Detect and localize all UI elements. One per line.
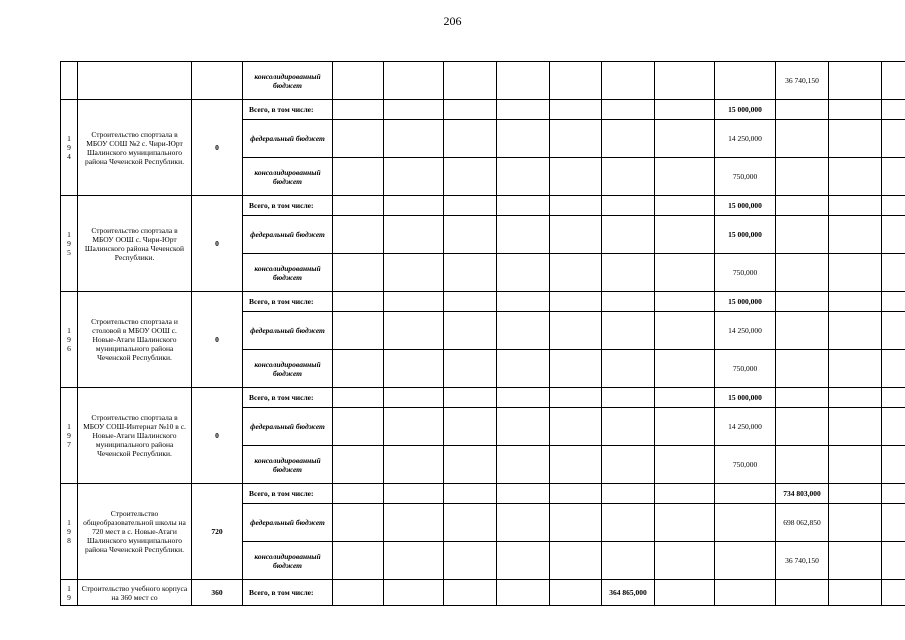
row-number-digit: 9	[67, 335, 71, 344]
amount-cell	[882, 254, 905, 292]
amount-cell	[497, 446, 550, 484]
row-number-digit: 9	[67, 431, 71, 440]
amount-cell	[882, 312, 905, 350]
amount-cell	[333, 312, 384, 350]
amount-cell	[497, 504, 550, 542]
amount-cell	[444, 446, 497, 484]
amount-cell: 364 865,000	[602, 580, 655, 606]
amount-cell	[384, 542, 444, 580]
amount-cell	[444, 350, 497, 388]
amount-cell	[333, 484, 384, 504]
budget-type-label: консолидированный бюджет	[243, 158, 333, 196]
amount-cell	[550, 542, 602, 580]
amount-cell	[602, 446, 655, 484]
amount-cell	[882, 120, 905, 158]
row-number-digit: 9	[67, 527, 71, 536]
row-number-digit: 1	[67, 518, 71, 527]
amount-cell: 15 000,000	[715, 100, 776, 120]
amount-cell	[333, 446, 384, 484]
amount-cell	[497, 196, 550, 216]
row-number-digit: 1	[67, 583, 71, 593]
amount-cell	[776, 196, 829, 216]
amount-cell	[333, 120, 384, 158]
amount-cell	[829, 216, 882, 254]
amount-cell: 750,000	[715, 158, 776, 196]
row-number	[61, 484, 78, 580]
amount-cell	[829, 100, 882, 120]
budget-type-label: Всего, в том числе:	[243, 292, 333, 312]
amount-cell	[776, 120, 829, 158]
amount-cell	[333, 196, 384, 216]
amount-cell: 15 000,000	[715, 196, 776, 216]
amount-cell	[882, 504, 905, 542]
amount-cell	[882, 350, 905, 388]
amount-cell	[829, 388, 882, 408]
amount-cell: 750,000	[715, 350, 776, 388]
amount-cell	[497, 100, 550, 120]
table-row	[61, 292, 905, 312]
row-number-digit: 5	[67, 248, 71, 257]
amount-cell	[829, 196, 882, 216]
amount-cell	[497, 580, 550, 606]
row-number-digit: 8	[67, 536, 71, 545]
budget-type-label: федеральный бюджет	[243, 408, 333, 446]
amount-cell	[497, 254, 550, 292]
project-name: Строительство спортзала в МБОУ СОШ-Интернат №10 в с. Новые-Атаги Шалинского муниципального района Чеченской Республики.	[78, 388, 192, 484]
row-number-digit: 7	[67, 440, 71, 449]
amount-cell	[655, 350, 715, 388]
table-row	[61, 196, 905, 216]
amount-cell	[384, 216, 444, 254]
budget-type-label: консолидированный бюджет	[243, 446, 333, 484]
amount-cell	[384, 196, 444, 216]
budget-type-label: Всего, в том числе:	[243, 388, 333, 408]
amount-cell	[829, 504, 882, 542]
table-row	[61, 580, 905, 606]
table-row	[61, 100, 905, 120]
amount-cell	[655, 312, 715, 350]
amount-cell	[655, 120, 715, 158]
amount-cell	[497, 484, 550, 504]
row-number-digit: 4	[67, 152, 71, 161]
amount-cell	[602, 100, 655, 120]
amount-cell: 14 250,000	[715, 312, 776, 350]
amount-cell	[776, 446, 829, 484]
amount-cell	[882, 100, 905, 120]
project-name: Строительство учебного корпуса на 360 мест со	[78, 580, 192, 606]
amount-cell	[602, 542, 655, 580]
amount-cell	[715, 542, 776, 580]
amount-cell	[497, 292, 550, 312]
amount-cell	[776, 388, 829, 408]
project-name: Строительство спортзала в МБОУ СОШ №2 с. Чири-Юрт Шалинского муниципального района Чеченской Республики.	[78, 100, 192, 196]
amount-cell	[776, 408, 829, 446]
budget-type-label: Всего, в том числе:	[243, 484, 333, 504]
amount-cell	[444, 580, 497, 606]
amount-cell	[882, 542, 905, 580]
amount-cell	[829, 120, 882, 158]
amount-cell	[384, 388, 444, 408]
amount-cell	[655, 408, 715, 446]
amount-cell: 698 062,850	[776, 504, 829, 542]
capacity-cell: 0	[192, 292, 243, 388]
amount-cell	[384, 312, 444, 350]
amount-cell	[333, 254, 384, 292]
amount-cell: 15 000,000	[715, 388, 776, 408]
amount-cell	[384, 446, 444, 484]
amount-cell	[550, 254, 602, 292]
budget-type-label: федеральный бюджет	[243, 312, 333, 350]
amount-cell	[829, 484, 882, 504]
amount-cell	[829, 350, 882, 388]
amount-cell	[333, 504, 384, 542]
amount-cell	[776, 580, 829, 606]
amount-cell	[333, 408, 384, 446]
amount-cell	[715, 580, 776, 606]
amount-cell	[444, 196, 497, 216]
amount-cell	[384, 484, 444, 504]
amount-cell	[776, 158, 829, 196]
amount-cell	[444, 542, 497, 580]
amount-cell	[333, 292, 384, 312]
row-number-digit: 1	[67, 230, 71, 239]
amount-cell	[655, 100, 715, 120]
project-name: Строительство общеобразовательной школы на 720 мест в с. Новые-Атаги Шалинского муниципального района Чеченской Республики.	[78, 484, 192, 580]
capacity-cell: 720	[192, 484, 243, 580]
amount-cell	[882, 580, 905, 606]
amount-cell	[444, 504, 497, 542]
row-number-digit: 9	[67, 143, 71, 152]
row-number	[61, 196, 78, 292]
amount-cell	[444, 158, 497, 196]
row-number-digit: 6	[67, 344, 71, 353]
budget-type-label: федеральный бюджет	[243, 120, 333, 158]
amount-cell	[655, 504, 715, 542]
amount-cell	[602, 292, 655, 312]
amount-cell	[550, 100, 602, 120]
amount-cell	[444, 388, 497, 408]
amount-cell	[882, 408, 905, 446]
amount-cell	[776, 100, 829, 120]
amount-cell	[384, 158, 444, 196]
amount-cell	[550, 388, 602, 408]
amount-cell	[655, 446, 715, 484]
amount-cell: 734 803,000	[776, 484, 829, 504]
amount-cell: 36 740,150	[776, 542, 829, 580]
budget-type-label: консолидированный бюджет	[243, 254, 333, 292]
amount-cell	[655, 196, 715, 216]
amount-cell	[384, 350, 444, 388]
amount-cell	[882, 484, 905, 504]
capacity-cell: 360	[192, 580, 243, 606]
amount-cell	[602, 120, 655, 158]
project-name: Строительство спортзала и столовой в МБОУ ООШ с. Новые-Атаги Шалинского муниципального района Чеченской Республики.	[78, 292, 192, 388]
amount-cell	[776, 350, 829, 388]
budget-type-label: Всего, в том числе:	[243, 580, 333, 606]
amount-cell	[655, 542, 715, 580]
amount-cell	[444, 408, 497, 446]
amount-cell	[550, 580, 602, 606]
amount-cell: 750,000	[715, 254, 776, 292]
row-number-digit: 1	[67, 422, 71, 431]
row-number-digit: 1	[67, 326, 71, 335]
amount-cell	[497, 542, 550, 580]
amount-cell	[776, 254, 829, 292]
amount-cell	[602, 388, 655, 408]
amount-cell	[776, 312, 829, 350]
amount-cell	[550, 484, 602, 504]
amount-cell	[602, 158, 655, 196]
row-number	[61, 100, 78, 196]
amount-cell	[444, 292, 497, 312]
row-number-digit: 9	[67, 592, 71, 602]
amount-cell	[602, 350, 655, 388]
amount-cell	[497, 350, 550, 388]
capacity-cell: 0	[192, 196, 243, 292]
amount-cell	[384, 504, 444, 542]
amount-cell	[602, 484, 655, 504]
amount-cell	[497, 312, 550, 350]
amount-cell	[333, 158, 384, 196]
amount-cell	[550, 120, 602, 158]
amount-cell	[829, 254, 882, 292]
amount-cell	[882, 196, 905, 216]
amount-cell	[602, 504, 655, 542]
amount-cell	[384, 120, 444, 158]
budget-type-label: федеральный бюджет	[243, 216, 333, 254]
amount-cell	[333, 350, 384, 388]
amount-cell	[829, 292, 882, 312]
amount-cell	[384, 580, 444, 606]
row-number-digit: 1	[67, 134, 71, 143]
amount-cell	[444, 216, 497, 254]
amount-cell	[602, 216, 655, 254]
amount-cell	[882, 158, 905, 196]
amount-cell	[715, 484, 776, 504]
amount-cell	[655, 158, 715, 196]
row-number-digit: 9	[67, 239, 71, 248]
amount-cell	[384, 408, 444, 446]
amount-cell	[829, 542, 882, 580]
amount-cell: 14 250,000	[715, 408, 776, 446]
amount-cell	[550, 504, 602, 542]
table-row	[61, 388, 905, 408]
amount-cell	[444, 100, 497, 120]
amount-cell	[602, 408, 655, 446]
amount-cell	[444, 120, 497, 158]
amount-cell	[715, 504, 776, 542]
table-row	[61, 62, 905, 100]
amount-cell	[497, 120, 550, 158]
amount-cell	[497, 388, 550, 408]
project-name: Строительство спортзала в МБОУ ООШ с. Чири-Юрт Шалинского района Чеченской Республики.	[78, 196, 192, 292]
amount-cell	[776, 216, 829, 254]
amount-cell	[882, 446, 905, 484]
amount-cell	[602, 196, 655, 216]
budget-type-label: федеральный бюджет	[243, 504, 333, 542]
amount-cell	[882, 216, 905, 254]
budget-type-label: консолидированный бюджет	[243, 350, 333, 388]
amount-cell	[497, 216, 550, 254]
amount-cell	[550, 446, 602, 484]
capacity-cell: 0	[192, 388, 243, 484]
amount-cell	[550, 196, 602, 216]
table-row	[61, 484, 905, 504]
amount-cell	[882, 292, 905, 312]
budget-type-label: Всего, в том числе:	[243, 196, 333, 216]
amount-cell	[602, 254, 655, 292]
amount-cell	[655, 216, 715, 254]
amount-cell	[829, 408, 882, 446]
amount-cell	[550, 408, 602, 446]
amount-cell	[333, 580, 384, 606]
amount-cell: 14 250,000	[715, 120, 776, 158]
amount-cell	[550, 292, 602, 312]
amount-cell	[655, 254, 715, 292]
amount-cell	[444, 312, 497, 350]
row-number	[61, 580, 78, 606]
amount-cell	[829, 312, 882, 350]
amount-cell	[333, 216, 384, 254]
amount-cell	[829, 446, 882, 484]
row-number	[61, 388, 78, 484]
amount-cell	[550, 312, 602, 350]
amount-cell	[497, 408, 550, 446]
row-number	[61, 292, 78, 388]
amount-cell	[550, 350, 602, 388]
amount-cell	[829, 158, 882, 196]
amount-cell	[655, 580, 715, 606]
amount-cell: 15 000,000	[715, 216, 776, 254]
amount-cell	[655, 388, 715, 408]
budget-type-label: консолидированный бюджет	[243, 542, 333, 580]
amount-cell	[384, 100, 444, 120]
amount-cell	[384, 292, 444, 312]
amount-cell	[333, 100, 384, 120]
amount-cell	[776, 292, 829, 312]
amount-cell	[550, 216, 602, 254]
amount-cell	[333, 388, 384, 408]
amount-cell	[497, 158, 550, 196]
budget-type-label: консолидированный бюджет	[243, 62, 333, 100]
amount-cell	[444, 484, 497, 504]
amount-cell	[829, 580, 882, 606]
page-number: 206	[443, 14, 462, 28]
amount-cell	[882, 388, 905, 408]
budget-table	[60, 61, 905, 606]
amount-cell	[655, 292, 715, 312]
amount-cell	[384, 254, 444, 292]
amount-cell	[444, 254, 497, 292]
capacity-cell: 0	[192, 100, 243, 196]
amount-cell: 36 740,150	[776, 62, 829, 100]
amount-cell: 750,000	[715, 446, 776, 484]
amount-cell	[333, 542, 384, 580]
amount-cell	[602, 312, 655, 350]
amount-cell	[655, 484, 715, 504]
amount-cell: 15 000,000	[715, 292, 776, 312]
budget-type-label: Всего, в том числе:	[243, 100, 333, 120]
amount-cell	[550, 158, 602, 196]
